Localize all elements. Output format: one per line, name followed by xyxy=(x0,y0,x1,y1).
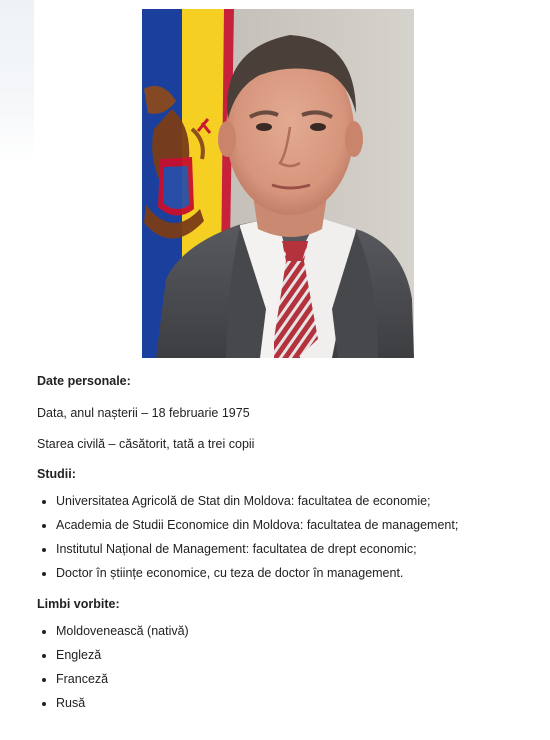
languages-list xyxy=(37,622,537,712)
portrait-photo xyxy=(142,9,414,358)
civil-status-text: Starea civilă – căsătorit, tată a trei copii xyxy=(37,437,255,451)
list-item: Rusă xyxy=(37,694,537,712)
languages-heading: Limbi vorbite: xyxy=(37,597,120,611)
background-strip xyxy=(0,0,34,160)
list-item: Universitatea Agricolă de Stat din Moldova: facultatea de economie; xyxy=(37,492,537,510)
birth-date-text: Data, anul nașterii – 18 februarie 1975 xyxy=(37,406,250,420)
studies-heading: Studii: xyxy=(37,467,76,481)
list-item: Doctor în științe economice, cu teza de doctor în management. xyxy=(37,564,537,582)
list-item: Institutul Național de Management: facultatea de drept economic; xyxy=(37,540,537,558)
list-item: Academia de Studii Economice din Moldova: facultatea de management; xyxy=(37,516,537,534)
list-item: Franceză xyxy=(37,670,537,688)
studies-list xyxy=(37,492,537,582)
list-item: Moldovenească (nativă) xyxy=(37,622,537,640)
biography-content xyxy=(37,372,537,712)
personal-data-heading: Date personale: xyxy=(37,374,131,388)
list-item: Engleză xyxy=(37,646,537,664)
